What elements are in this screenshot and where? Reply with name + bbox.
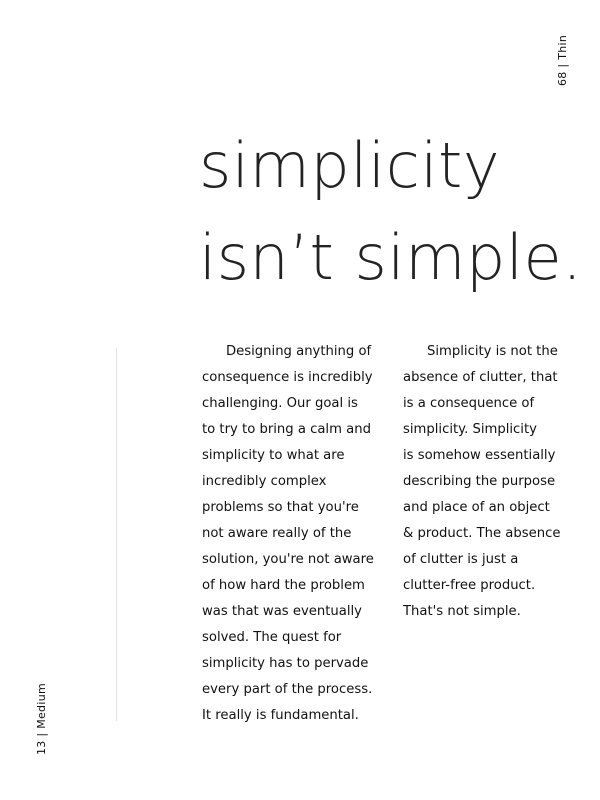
body-line: was that was eventually bbox=[202, 604, 362, 619]
headline-line-2: isn’t simple. bbox=[199, 221, 583, 294]
body-line: challenging. Our goal is bbox=[202, 396, 358, 411]
headline-line-1: simplicity bbox=[199, 129, 501, 202]
body-line: problems so that you're bbox=[202, 500, 359, 515]
headline bbox=[199, 120, 582, 304]
body-line: That's not simple. bbox=[403, 604, 521, 619]
body-line: describing the purpose bbox=[403, 474, 556, 489]
body-line: of clutter is just a bbox=[403, 552, 519, 567]
body-line: simplicity to what are bbox=[202, 448, 345, 463]
body-line: solved. The quest for bbox=[202, 630, 342, 645]
body-column-left bbox=[202, 339, 382, 729]
body-line: It really is fundamental. bbox=[202, 708, 359, 723]
body-line: consequence is incredibly bbox=[202, 370, 373, 385]
body-line: of how hard the problem bbox=[202, 578, 365, 593]
body-line: simplicity. Simplicity bbox=[403, 422, 537, 437]
body-line: is a consequence of bbox=[403, 396, 535, 411]
body-line: clutter-free product. bbox=[403, 578, 536, 593]
body-line: to try to bring a calm and bbox=[202, 422, 371, 437]
body-line: Simplicity is not the bbox=[427, 344, 558, 359]
font-weight-label-thin: 68 | Thin bbox=[556, 34, 569, 86]
body-line: every part of the process. bbox=[202, 682, 373, 697]
body-line: solution, you're not aware bbox=[202, 552, 374, 567]
vertical-divider bbox=[116, 348, 117, 721]
font-weight-label-medium: 13 | Medium bbox=[35, 683, 48, 755]
body-line: Designing anything of bbox=[226, 344, 372, 359]
body-line: incredibly complex bbox=[202, 474, 327, 489]
body-line: is somehow essentially bbox=[403, 448, 556, 463]
body-line: simplicity has to pervade bbox=[202, 656, 369, 671]
body-line: absence of clutter, that bbox=[403, 370, 558, 385]
body-line: & product. The absence bbox=[403, 526, 561, 541]
body-column-right bbox=[403, 339, 578, 625]
body-line: and place of an object bbox=[403, 500, 550, 515]
body-line: not aware really of the bbox=[202, 526, 352, 541]
